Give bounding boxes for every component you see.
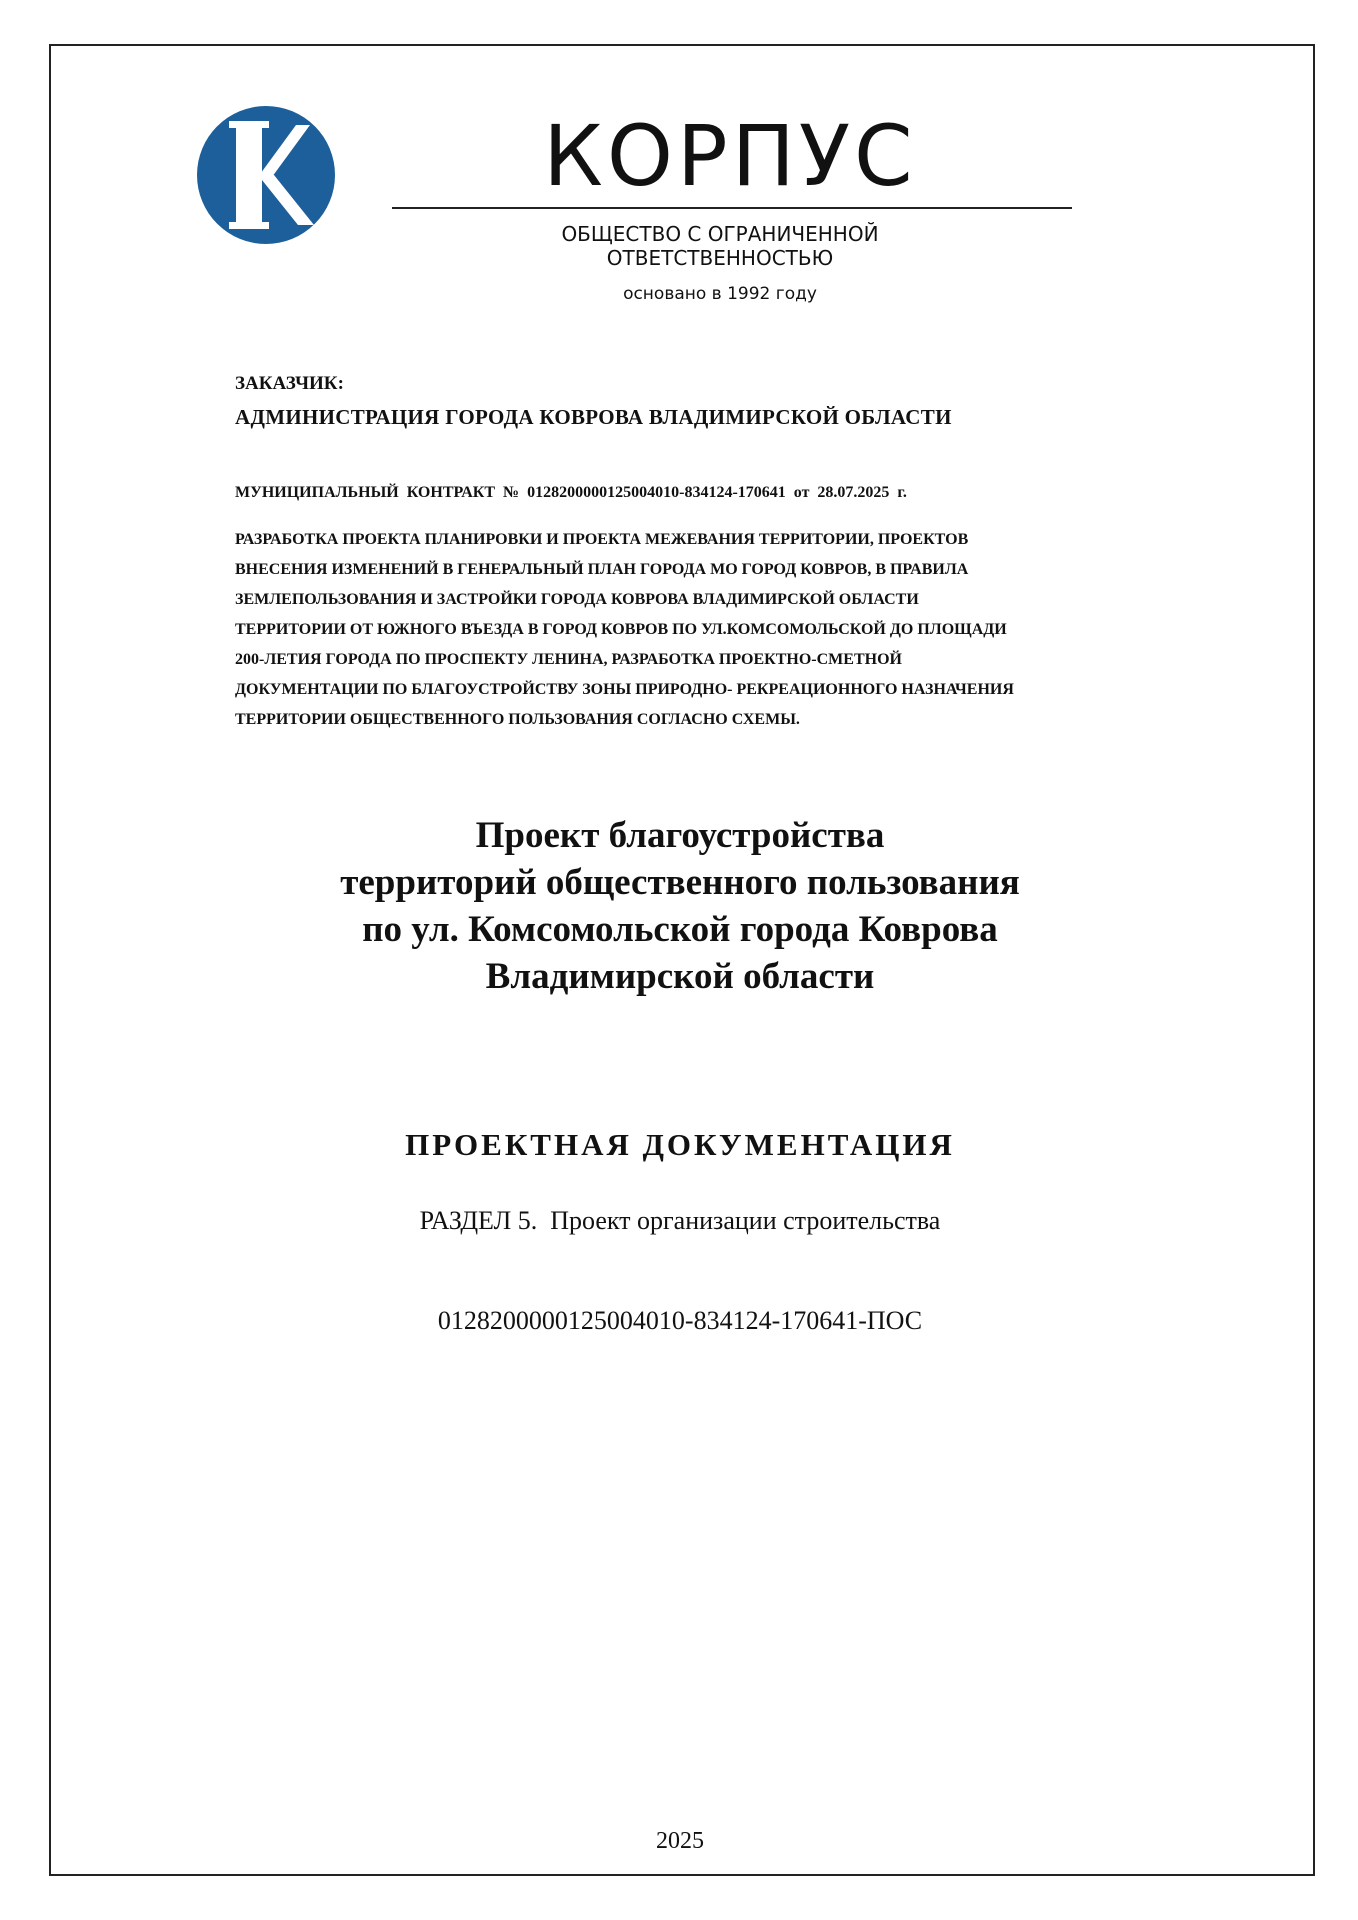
section-title: РАЗДЕЛ 5. Проект организации строительства	[419, 1206, 941, 1235]
project-title-line: Проект благоустройства	[475, 815, 885, 856]
customer-name: АДМИНИСТРАЦИЯ ГОРОДА КОВРОВА ВЛАДИМИРСКОЙ ОБЛАСТИ	[235, 405, 952, 429]
work-scope-line: ЗЕМЛЕПОЛЬЗОВАНИЯ И ЗАСТРОЙКИ ГОРОДА КОВРОВА ВЛАДИМИРСКОЙ ОБЛАСТИ	[235, 591, 919, 608]
work-scope-line: РАЗРАБОТКА ПРОЕКТА ПЛАНИРОВКИ И ПРОЕКТА МЕЖЕВАНИЯ ТЕРРИТОРИИ, ПРОЕКТОВ	[235, 531, 969, 548]
company-legal-form	[520, 222, 920, 270]
work-scope-line: ТЕРРИТОРИИ ОТ ЮЖНОГО ВЪЕЗДА В ГОРОД КОВРОВ ПО УЛ.КОМСОМОЛЬСКОЙ ДО ПЛОЩАДИ	[235, 621, 1007, 638]
work-scope-line: ВНЕСЕНИЯ ИЗМЕНЕНИЙ В ГЕНЕРАЛЬНЫЙ ПЛАН ГОРОДА МО ГОРОД КОВРОВ, В ПРАВИЛА	[235, 561, 969, 578]
project-title-line: по ул. Комсомольской города Коврова	[362, 909, 998, 950]
project-title-line: Владимирской области	[485, 956, 875, 997]
company-logo	[196, 105, 336, 245]
customer-label: ЗАКАЗЧИК:	[235, 373, 344, 394]
company-legal-form-line-1: ОБЩЕСТВО С ОГРАНИЧЕННОЙ	[561, 222, 879, 246]
header-divider	[392, 207, 1072, 209]
work-scope-line: 200-ЛЕТИЯ ГОРОДА ПО ПРОСПЕКТУ ЛЕНИНА, РАЗРАБОТКА ПРОЕКТНО-СМЕТНОЙ	[235, 651, 902, 668]
work-scope-line: ТЕРРИТОРИИ ОБЩЕСТВЕННОГО ПОЛЬЗОВАНИЯ СОГЛАСНО СХЕМЫ.	[235, 711, 800, 728]
company-founded: основано в 1992 году	[623, 284, 817, 304]
project-title-line: территорий общественного пользования	[340, 862, 1020, 903]
document-type: ПРОЕКТНАЯ ДОКУМЕНТАЦИЯ	[405, 1127, 955, 1162]
company-legal-form-line-2: ОТВЕТСТВЕННОСТЬЮ	[606, 246, 834, 270]
contract-number: МУНИЦИПАЛЬНЫЙ КОНТРАКТ № 0128200000125004010-834124-170641 от 28.07.2025 г.	[235, 484, 907, 501]
document-code: 0128200000125004010-834124-170641-ПОС	[437, 1306, 923, 1335]
project-title	[180, 812, 1180, 1000]
work-scope	[235, 525, 1235, 735]
work-scope-line: ДОКУМЕНТАЦИИ ПО БЛАГОУСТРОЙСТВУ ЗОНЫ ПРИРОДНО- РЕКРЕАЦИОННОГО НАЗНАЧЕНИЯ	[235, 681, 1014, 698]
document-year: 2025	[656, 1828, 704, 1854]
company-name: КОРПУС	[543, 107, 917, 205]
